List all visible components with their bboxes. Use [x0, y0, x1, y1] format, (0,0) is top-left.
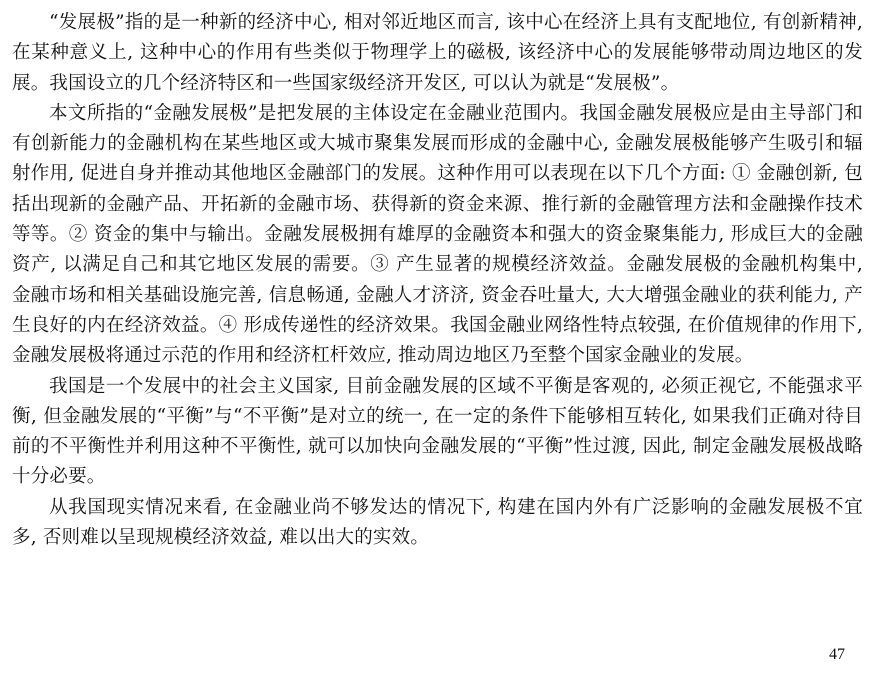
paragraph-current-situation: 从我国现实情况来看, 在金融业尚不够发达的情况下, 构建在国内外有广泛影响的金融发展极不宜多, 否则难以呈现规模经济效益, 难以出大的实效。	[12, 496, 863, 549]
paragraph-regional-imbalance: 我国是一个发展中的社会主义国家, 目前金融发展的区域不平衡是客观的, 必须正视它, 不能强求平衡, 但金融发展的“平衡”与“不平衡”是对立的统一, 在一定的条件下能够相互转化, 如果我们正确对待目前的不平衡性并利用这种不平衡性, 就可以加快向金融发展的“平衡”性过渡, 因此, 制定金融发展极战略十分必要。	[12, 375, 863, 488]
paragraph-financial-growth-pole: 本文所指的“金融发展极”是把发展的主体设定在金融业范围内。我国金融发展极应是由主导部门和有创新能力的金融机构在某些地区或大城市聚集发展而形成的金融中心, 金融发展极能够产生吸引和辐射作用, 促进自身并推动其他地区金融部门的发展。这种作用可以表现在以下几个方面: ① 金融创新, 包括出现新的金融产品、开拓新的金融市场、获得新的资金来源、推行新的金融管理方法和金融操作技术等等。② 资金的集中与输出。金融发展极拥有雄厚的金融资本和强大的资金聚集能力, 形成巨大的金融资产, 以满足自己和其它地区发展的需要。③ 产生显著的规模经济效益。金融发展极的金融机构集中, 金融市场和相关基础设施完善, 信息畅通, 金融人才济济, 资金吞吐量大, 大大增强金融业的获利能力, 产生良好的内在经济效益。④ 形成传递性的经济效果。我国金融业网络性特点较强, 在价值规律的作用下, 金融发展极将通过示范的作用和经济杠杆效应, 推动周边地区乃至整个国家金融业的发展。	[12, 102, 863, 367]
page-number: 47	[829, 646, 845, 663]
paragraph-growth-pole-definition: “发展极”指的是一种新的经济中心, 相对邻近地区而言, 该中心在经济上具有支配地位, 有创新精神, 在某种意义上, 这种中心的作用有些类似于物理学上的磁极, 该经济中心的发展能够带动周边地区的发展。我国设立的几个经济特区和一些国家级经济开发区, 可以认为就是“发展极”。	[12, 12, 863, 94]
